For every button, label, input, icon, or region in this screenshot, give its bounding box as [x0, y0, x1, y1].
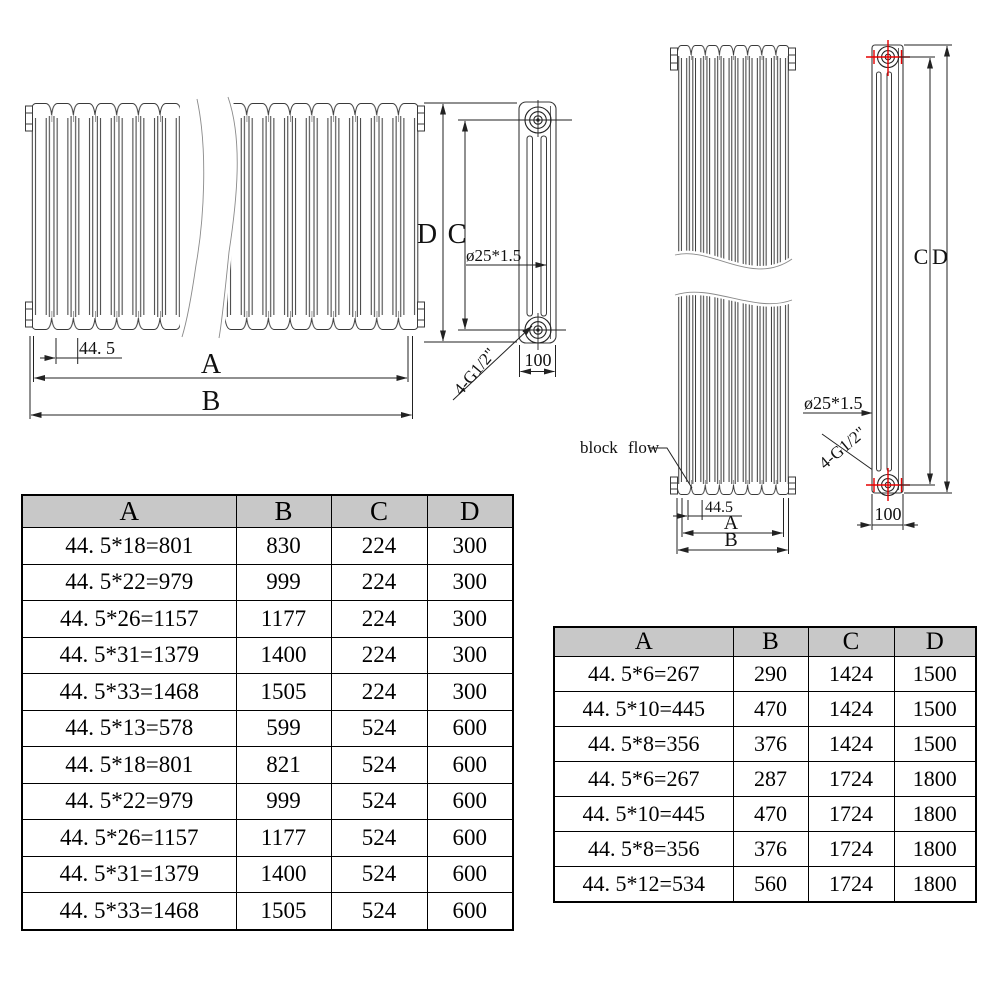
table-row	[22, 674, 513, 711]
table-cell: 224	[331, 564, 427, 601]
column-header-c: C	[808, 627, 894, 657]
table-cell: 600	[427, 856, 513, 893]
table-cell: 44. 5*13=578	[22, 710, 236, 747]
spec-table-vertical	[553, 626, 977, 903]
table-cell: 524	[331, 783, 427, 820]
table-cell: 287	[733, 761, 808, 796]
table-cell: 1500	[894, 726, 976, 761]
column-header-b: B	[733, 627, 808, 657]
table-cell: 1800	[894, 761, 976, 796]
table-cell: 1724	[808, 866, 894, 902]
dim-height-d-label: D	[932, 244, 948, 269]
table-cell: 44. 5*31=1379	[22, 856, 236, 893]
table-cell: 470	[733, 691, 808, 726]
spec-table-horizontal	[21, 494, 514, 931]
table-cell: 1424	[808, 726, 894, 761]
dim-width-b-label: B	[724, 529, 738, 551]
table-cell: 560	[733, 866, 808, 902]
table-row	[554, 691, 976, 726]
table-body	[22, 528, 513, 931]
dim-height-c-label: C	[447, 219, 467, 250]
table-row	[22, 710, 513, 747]
table-cell: 300	[427, 637, 513, 674]
table-cell: 44. 5*26=1157	[22, 601, 236, 638]
table-row	[554, 866, 976, 902]
table-cell: 1177	[236, 820, 331, 857]
dim-depth-100-label: 100	[524, 350, 552, 370]
block-flow-label: block flow	[580, 438, 660, 457]
table-cell: 44. 5*26=1157	[22, 820, 236, 857]
thread-spec-label: 4-G1/2"	[815, 422, 870, 473]
dim-depth-100-label: 100	[874, 504, 902, 524]
table-cell: 999	[236, 564, 331, 601]
column-header-d: D	[427, 495, 513, 528]
dim-height-c-label: C	[913, 244, 929, 269]
horizontal-radiator-front-view	[26, 95, 425, 419]
table-cell: 44. 5*6=267	[554, 761, 733, 796]
table-header-row	[22, 495, 513, 528]
dim-height-d	[424, 103, 517, 342]
table-cell: 300	[427, 564, 513, 601]
table-cell: 44. 5*8=356	[554, 726, 733, 761]
table-cell: 999	[236, 783, 331, 820]
table-cell: 821	[236, 747, 331, 784]
table-row	[22, 856, 513, 893]
table-cell: 44. 5*33=1468	[22, 674, 236, 711]
vertical-radiator-front-view	[580, 43, 884, 554]
table-cell: 524	[331, 893, 427, 930]
column-header-a: A	[554, 627, 733, 657]
table-cell: 524	[331, 747, 427, 784]
table-cell: 1800	[894, 866, 976, 902]
tube-spec-label: ø25*1.5	[804, 393, 863, 413]
vertical-radiator-side-view	[857, 40, 952, 530]
table-row	[22, 893, 513, 930]
table-cell: 376	[733, 831, 808, 866]
table-row	[22, 601, 513, 638]
table-cell: 290	[733, 657, 808, 692]
dim-height-d-label: D	[416, 219, 438, 250]
dim-column-pitch-label: 44.5	[705, 499, 733, 516]
table-row	[22, 528, 513, 565]
table-row	[554, 761, 976, 796]
table-cell: 224	[331, 528, 427, 565]
table-cell: 1500	[894, 691, 976, 726]
table-row	[22, 820, 513, 857]
dim-width-b-label: B	[201, 386, 221, 417]
table-row	[22, 783, 513, 820]
dim-heights	[899, 45, 952, 493]
table-cell: 44. 5*22=979	[22, 564, 236, 601]
table-cell: 300	[427, 674, 513, 711]
table-row	[554, 657, 976, 692]
table-cell: 44. 5*12=534	[554, 866, 733, 902]
table-cell: 44. 5*18=801	[22, 747, 236, 784]
table-cell: 44. 5*10=445	[554, 796, 733, 831]
table-cell: 44. 5*10=445	[554, 691, 733, 726]
table-cell: 1500	[894, 657, 976, 692]
table-row	[22, 564, 513, 601]
table-cell: 1424	[808, 691, 894, 726]
tube-spec-label: ø25*1.5	[466, 246, 522, 265]
column-header-c: C	[331, 495, 427, 528]
table-cell: 376	[733, 726, 808, 761]
table-cell: 524	[331, 820, 427, 857]
table-cell: 600	[427, 820, 513, 857]
table-cell: 1424	[808, 657, 894, 692]
table-cell: 1400	[236, 856, 331, 893]
table-row	[22, 637, 513, 674]
table-cell: 44. 5*33=1468	[22, 893, 236, 930]
table-header-row	[554, 627, 976, 657]
table-cell: 44. 5*31=1379	[22, 637, 236, 674]
dim-width-a-label: A	[200, 349, 222, 380]
table-cell: 44. 5*8=356	[554, 831, 733, 866]
table-cell: 44. 5*18=801	[22, 528, 236, 565]
table-cell: 1505	[236, 893, 331, 930]
table-cell: 224	[331, 601, 427, 638]
table-cell: 300	[427, 528, 513, 565]
table-row	[554, 726, 976, 761]
table-cell: 224	[331, 674, 427, 711]
table-cell: 1177	[236, 601, 331, 638]
table-body	[554, 657, 976, 903]
table-cell: 1800	[894, 796, 976, 831]
table-cell: 44. 5*6=267	[554, 657, 733, 692]
thread-spec-label: 4-G1/2"	[449, 344, 500, 399]
table-cell: 600	[427, 783, 513, 820]
table-cell: 470	[733, 796, 808, 831]
dim-column-pitch-label: 44. 5	[79, 338, 115, 358]
table-cell: 1505	[236, 674, 331, 711]
table-cell: 1724	[808, 761, 894, 796]
horizontal-radiator-side-view	[417, 100, 572, 400]
column-header-b: B	[236, 495, 331, 528]
table-cell: 1400	[236, 637, 331, 674]
table-row	[22, 747, 513, 784]
table-cell: 224	[331, 637, 427, 674]
table-row	[554, 796, 976, 831]
table-cell: 524	[331, 710, 427, 747]
table-cell: 1724	[808, 796, 894, 831]
table-row	[554, 831, 976, 866]
table-cell: 44. 5*22=979	[22, 783, 236, 820]
table-cell: 600	[427, 710, 513, 747]
column-header-d: D	[894, 627, 976, 657]
column-header-a: A	[22, 495, 236, 528]
table-cell: 830	[236, 528, 331, 565]
table-cell: 600	[427, 747, 513, 784]
table-cell: 599	[236, 710, 331, 747]
table-cell: 1800	[894, 831, 976, 866]
table-cell: 300	[427, 601, 513, 638]
table-cell: 1724	[808, 831, 894, 866]
table-cell: 524	[331, 856, 427, 893]
table-cell: 600	[427, 893, 513, 930]
dim-width-a-label: A	[723, 512, 739, 534]
